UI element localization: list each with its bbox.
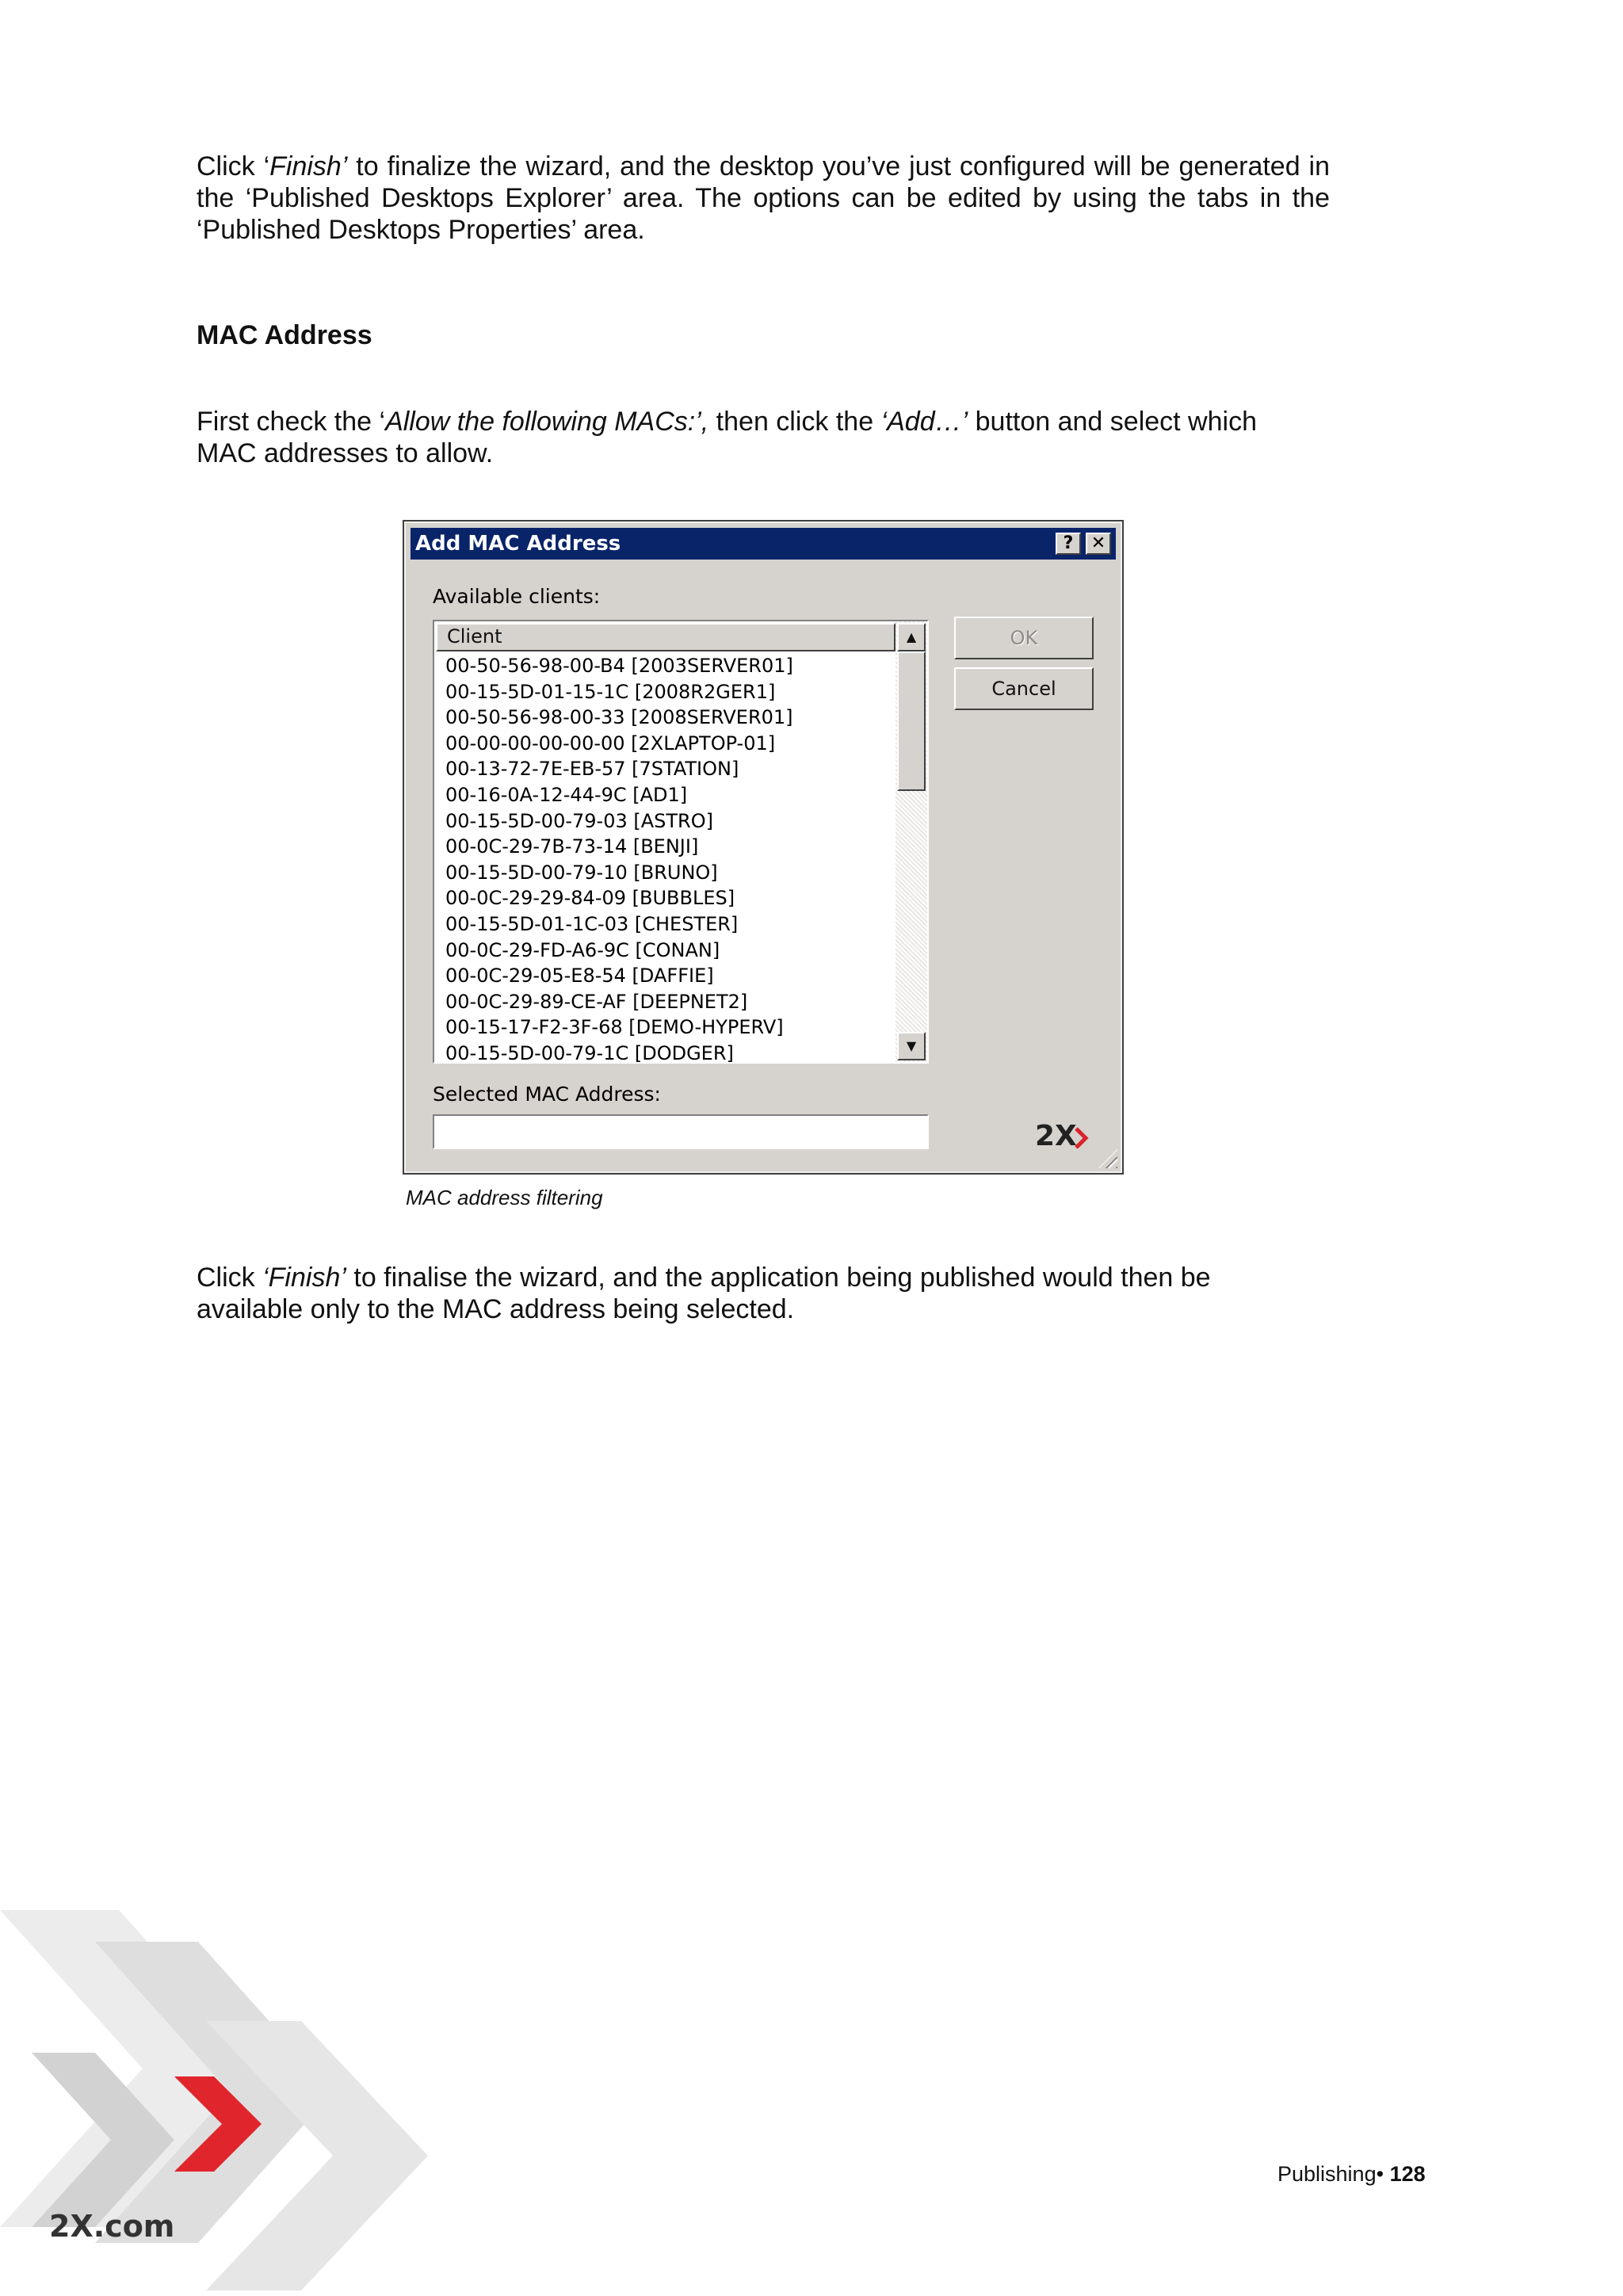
help-icon[interactable]: ?	[1056, 533, 1081, 555]
client-list-item[interactable]: 00-0C-29-7B-73-14 [BENJI]	[445, 835, 699, 858]
add-mac-address-dialog	[404, 521, 1122, 1173]
client-list-item[interactable]: 00-15-5D-00-79-1C [DODGER]	[445, 1041, 734, 1064]
selected-mac-label: Selected MAC Address:	[433, 1083, 661, 1106]
client-list-item[interactable]: 00-15-5D-01-15-1C [2008R2GER1]	[445, 680, 776, 703]
client-list-item[interactable]: 00-13-72-7E-EB-57 [7STATION]	[445, 758, 739, 781]
close-icon[interactable]: ✕	[1086, 533, 1111, 555]
clients-list	[445, 653, 889, 1064]
scroll-thumb[interactable]	[897, 651, 926, 791]
selected-mac-field[interactable]	[433, 1114, 929, 1149]
clients-listbox[interactable]	[433, 620, 929, 1064]
dialog-title: Add MAC Address	[415, 532, 621, 556]
client-list-item[interactable]: 00-0C-29-FD-A6-9C [CONAN]	[445, 938, 720, 961]
ok-button[interactable]: OK	[954, 617, 1094, 659]
2x-com-brand-text: 2X.com	[49, 2209, 175, 2244]
closing-paragraph: Click ‘Finish’ to finalise the wizard, and the application being published would then be available only to the MAC address being selected.	[197, 1263, 1211, 1324]
client-list-item[interactable]: 00-50-56-98-00-B4 [2003SERVER01]	[445, 655, 793, 677]
client-list-item[interactable]: 00-50-56-98-00-33 [2008SERVER01]	[445, 706, 793, 729]
client-list-item[interactable]: 00-16-0A-12-44-9C [AD1]	[445, 783, 688, 806]
client-list-item[interactable]: 00-15-5D-00-79-03 [ASTRO]	[445, 809, 713, 832]
page-footer: Publishing• 128	[1277, 2162, 1426, 2186]
scroll-up-icon[interactable]: ▲	[897, 623, 926, 651]
section-heading: MAC Address	[197, 320, 372, 350]
2x-logo-icon	[1035, 1119, 1098, 1151]
cancel-button[interactable]: Cancel	[954, 667, 1094, 710]
2x-brand-chevrons-graphic	[0, 1894, 523, 2296]
scroll-down-icon[interactable]: ▼	[897, 1032, 926, 1060]
client-list-item[interactable]: 00-0C-29-05-E8-54 [DAFFIE]	[445, 965, 714, 988]
available-clients-label: Available clients:	[433, 585, 601, 608]
client-list-item[interactable]: 00-0C-29-89-CE-AF [DEEPNET2]	[445, 990, 748, 1013]
dialog-titlebar	[411, 528, 1116, 560]
2x-logo-text: 2X	[1035, 1120, 1077, 1151]
client-list-item[interactable]: 00-15-17-F2-3F-68 [DEMO-HYPERV]	[445, 1016, 784, 1039]
client-list-item[interactable]: 00-00-00-00-00-00 [2XLAPTOP-01]	[445, 732, 776, 755]
vertical-scrollbar[interactable]	[896, 621, 927, 1062]
client-list-item[interactable]: 00-15-5D-00-79-10 [BRUNO]	[445, 861, 718, 884]
instructions-paragraph: First check the ‘Allow the following MACs:’, then click the ‘Add…’ button and select which MAC addresses to allow.	[197, 407, 1257, 468]
column-header-client[interactable]: Client	[436, 623, 896, 651]
figure-caption: MAC address filtering	[406, 1186, 603, 1209]
page-number: 128	[1389, 2162, 1426, 2186]
client-list-item[interactable]: 00-0C-29-29-84-09 [BUBBLES]	[445, 887, 735, 910]
resize-grip-icon[interactable]	[1098, 1149, 1117, 1168]
client-list-item[interactable]: 00-15-5D-01-1C-03 [CHESTER]	[445, 912, 739, 935]
intro-paragraph: Click ‘Finish’ to finalize the wizard, and the desktop you’ve just configured will be generated in the ‘Published Desktops Explorer’ area. The options can be edited by using the tabs in the ‘Published Desktops Properties’ area.	[197, 151, 1330, 245]
